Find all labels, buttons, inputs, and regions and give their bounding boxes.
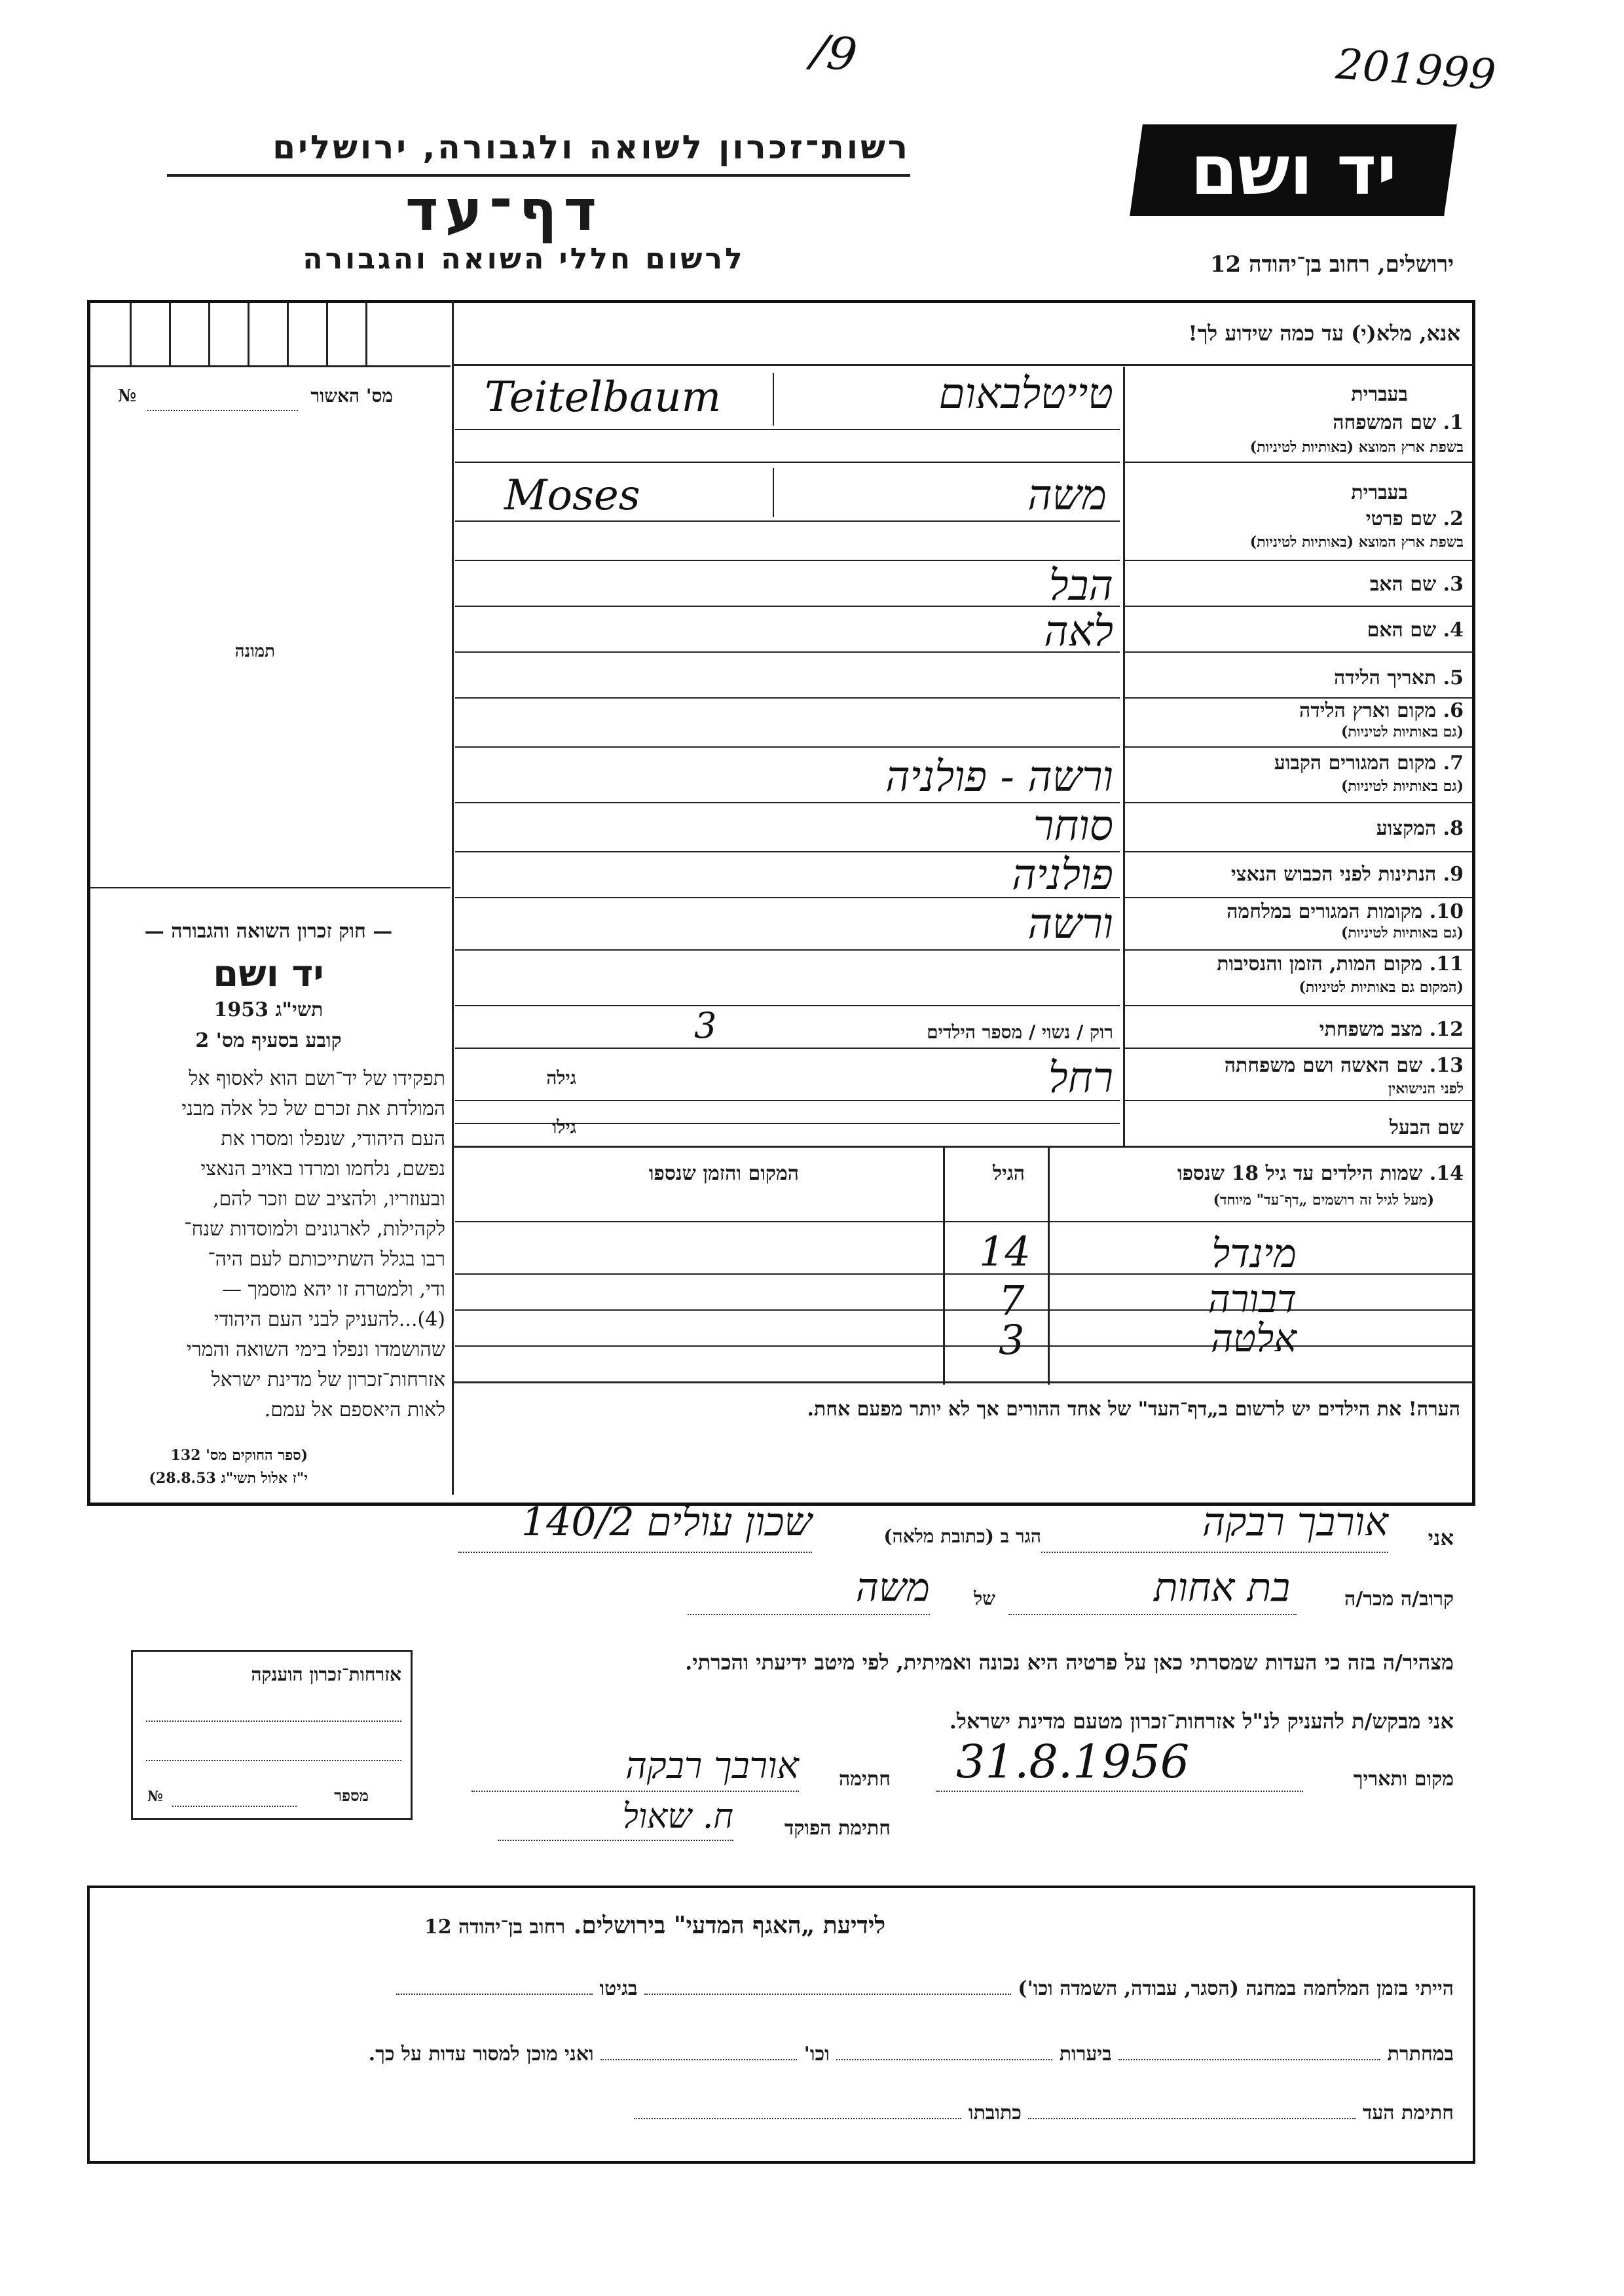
child-1-name[interactable]: מינדל	[1211, 1231, 1297, 1277]
field-2-label: 2. שם פרטי	[1365, 507, 1464, 530]
law-citation-1: (ספר החוקים מס' 132	[170, 1447, 308, 1464]
intro-text: אנא, מלא(י) עד כמה שידוע לך!	[1188, 321, 1460, 346]
cert-number-field[interactable]	[172, 1806, 297, 1807]
field-6-sub: (גם באותיות לטיניות)	[1340, 723, 1464, 740]
memorial-citizenship-box	[131, 1650, 413, 1820]
yad-vashem-logo	[1130, 124, 1457, 216]
declaration-statement: מצהיר/ה בזה כי העדות שמסרתי כאן על פרטיה היא נכונה ואמיתית, לפי מיטב ידיעתי והכרתי.	[685, 1650, 1454, 1675]
mother-name-value[interactable]: לאה	[1044, 608, 1113, 656]
relation-of-value[interactable]: משה	[855, 1565, 930, 1611]
cert-field-2[interactable]	[146, 1760, 401, 1761]
signature-value[interactable]: אורבך רבקה	[625, 1745, 799, 1787]
cert-field-1[interactable]	[146, 1721, 401, 1722]
signature-label: חתימה	[839, 1768, 891, 1791]
field-8-label: 8. המקצוע	[1376, 817, 1464, 840]
given-name-hebrew-value[interactable]: משה	[1027, 471, 1107, 520]
husband-age-label: גילו	[552, 1116, 576, 1138]
profession-value[interactable]: סוחר	[1033, 802, 1113, 850]
children-note: הערה! את הילדים יש לרשום ב„דף־העד" של אחד ההורים אך לא יותר מפעם אחת.	[807, 1398, 1460, 1421]
field-3-label: 3. שם האב	[1369, 573, 1464, 596]
wife-name-value[interactable]: רחל	[1048, 1054, 1113, 1102]
footer-line-2: במחתרת ביערות וכו' ואני מוכן למסור עדות על כך.	[368, 2043, 1454, 2066]
field-1-sub: בשפת ארץ המוצא (באותיות לטיניות)	[1249, 439, 1464, 456]
field-5-label: 5. תאריך הלידה	[1334, 666, 1464, 689]
handwritten-slash-mark: /9	[808, 23, 860, 83]
field-14-label: 14. שמות הילדים עד גיל 18 שנספו	[1177, 1162, 1464, 1185]
form-subtitle: לרשום חללי השואה והגבורה	[303, 242, 745, 276]
children-age-divider-left	[943, 1146, 945, 1385]
number-sign: №	[118, 386, 137, 406]
footer-line-1: הייתי בזמן המלחמה במחנה (הסגר, עבודה, השמדה וכו') בגיטו	[131, 1977, 1454, 2000]
wartime-residence-value[interactable]: ורשה	[1027, 900, 1113, 949]
field-11-label: 11. מקום המות, הזמן והנסיבות	[1217, 953, 1464, 975]
approval-number-label: מס' האשור	[310, 385, 393, 407]
code-boxes	[90, 303, 451, 367]
authority-line: רשות־זכרון לשואה ולגבורה, ירושלים	[272, 128, 910, 166]
father-name-value[interactable]: הבל	[1048, 562, 1113, 610]
logo-text: יד ושם	[1190, 130, 1397, 210]
field-13-sub: לפני הנישואין	[1388, 1080, 1464, 1097]
field-10-sub: (גם באותיות לטיניות)	[1340, 924, 1464, 941]
of-label: של	[974, 1588, 995, 1609]
field-1-label: 1. שם המשפחה	[1333, 411, 1464, 434]
husband-name-label: שם הבעל	[1389, 1116, 1464, 1139]
child-1-age[interactable]: 14	[979, 1228, 1031, 1275]
field-2-sub: בשפת ארץ המוצא (באותיות לטיניות)	[1249, 534, 1464, 551]
handwritten-record-number: 201999	[1334, 40, 1498, 100]
relation-value[interactable]: בת אחות	[1153, 1565, 1290, 1611]
field-9-label: 9. הנתינות לפני הכבוש הנאצי	[1230, 863, 1464, 886]
law-title: — חוק זכרון השואה והגבורה —	[144, 920, 393, 943]
age-column-label: הגיל	[992, 1162, 1025, 1185]
place-column-label: המקום והזמן שנספו	[648, 1162, 799, 1185]
label-column-divider	[1123, 367, 1125, 1146]
law-year: תשי"ג 1953	[213, 998, 323, 1021]
field-10-label: 10. מקומות המגורים במלחמה	[1227, 900, 1464, 923]
hebrew-label-2: בעברית	[1351, 481, 1408, 504]
law-body: תפקידו של יד־ושם הוא לאסוף אל המולדת את זכרם של כל אלה מבני העם היהודי, שנפלו ומסרו את נפשם, נלחמו ומרדו באויב הנאצי ובעוזריו, ולהציב שם וזכר להם, לקהילות, לארגונים ולמוסדות שנח־ רבו בגלל השתייכותם לעם היה־ ודי, ולמטרה זו יהא מוסמך — (4)...להעניק לבני העם היהודי שהושמדו ונפלו בימי השואה והמרי אזרחות־זכרון של מדינת ישראל לאות היאספם אל עמם.	[181, 1067, 445, 1421]
citizenship-value[interactable]: פולניה	[1012, 851, 1113, 900]
declaration-request: אני מבקש/ת להעניק לנ"ל אזרחות־זכרון מטעם מדינת ישראל.	[949, 1709, 1454, 1734]
child-2-age[interactable]: 7	[999, 1277, 1025, 1324]
given-name-latin-value[interactable]: Moses	[504, 471, 640, 520]
surname-hebrew-value[interactable]: טייטלבאום	[938, 370, 1113, 418]
relative-label: קרוב/ה מכר/ה	[1344, 1588, 1454, 1611]
official-signature-value[interactable]: ח. שאול	[622, 1797, 733, 1836]
field-14-sub: (מעל לגיל זה רושמים „דף־עד" מיוחד)	[1213, 1192, 1434, 1209]
law-section: קובע בסעיף מס' 2	[195, 1029, 342, 1052]
field-6-label: 6. מקום וארץ הלידה	[1299, 699, 1464, 722]
child-2-name[interactable]: דבורה	[1208, 1277, 1297, 1321]
field-13-label: 13. שם האשה ושם משפחתה	[1224, 1054, 1464, 1077]
form-title: דף־עד	[405, 178, 604, 244]
cert-number-label: מספר	[334, 1786, 369, 1805]
surname-latin-value[interactable]: Teitelbaum	[485, 373, 722, 422]
field-12-label: 12. מצב משפחתי	[1319, 1018, 1464, 1041]
permanent-residence-value[interactable]: ורשה - פולניה	[885, 753, 1113, 801]
children-age-divider-right	[1048, 1146, 1050, 1385]
field-7-label: 7. מקום המגורים הקבוע	[1274, 752, 1464, 774]
date-value[interactable]: 31.8.1956	[956, 1735, 1190, 1789]
cert-title: אזרחות־זכרון הוענקה	[251, 1664, 401, 1685]
field-7-sub: (גם באותיות לטיניות)	[1340, 778, 1464, 795]
field-4-label: 4. שם האם	[1367, 619, 1464, 642]
header-address: ירושלים, רחוב בן־יהודה 12	[1209, 251, 1454, 278]
field-11-sub: (המקום גם באותיות לטיניות)	[1299, 979, 1464, 996]
child-3-age[interactable]: 3	[999, 1316, 1025, 1364]
law-column-top-divider	[90, 887, 451, 888]
law-name: יד ושם	[213, 953, 324, 995]
authority-underline	[167, 174, 910, 177]
official-signature-label: חתימת הפוקד	[784, 1817, 891, 1840]
law-citation-2: י"ז אלול תשי"ג 28.8.53)	[149, 1470, 308, 1487]
resides-label: הגר ב (כתובת מלאה)	[883, 1525, 1041, 1547]
left-column-divider	[452, 300, 454, 1495]
footer-title: לידיעת „האגף המדעי" בירושלים. רחוב בן־יהודה 12	[424, 1912, 886, 1939]
hebrew-label-1: בעברית	[1351, 383, 1408, 406]
intro-row-divider	[452, 364, 1473, 366]
marital-options: רוק / נשוי / מספר הילדים	[927, 1021, 1113, 1043]
cert-no-sign: №	[147, 1788, 163, 1805]
child-3-name[interactable]: אלטה	[1211, 1316, 1297, 1360]
address-value[interactable]: שכון עולים 140/2	[521, 1499, 812, 1545]
declarant-name-value[interactable]: אורבך רבקה	[1202, 1499, 1388, 1545]
photo-label: תמונה	[234, 642, 275, 661]
approval-number-field[interactable]	[147, 410, 298, 411]
children-count-value[interactable]: 3	[694, 1005, 717, 1046]
declaration-i-label: אני	[1428, 1525, 1454, 1550]
footer-line-3: חתימת העד כתובתו	[131, 2102, 1454, 2124]
wife-age-label: גילה	[546, 1067, 576, 1089]
place-date-label: מקום ותאריך	[1353, 1768, 1454, 1791]
